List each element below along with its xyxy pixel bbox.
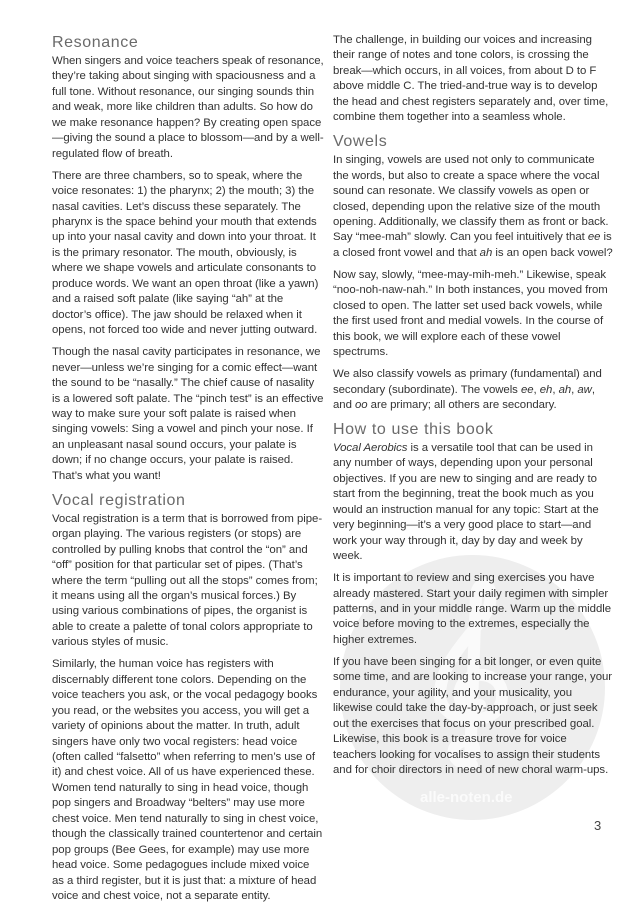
paragraph <box>333 367 613 413</box>
watermark-text: alle-noten.de <box>420 788 513 806</box>
book-title: Vocal Aerobics <box>333 441 408 454</box>
vowel-term: ee <box>520 383 534 396</box>
paragraph: Similarly, the human voice has registers with discernably different tone colors. Depending on the voice teachers you ask, or the vocal pedagogy books you read, or the websites you access, you will get a variety of opinions about the matter. In truth, adult singers have only two vocal registers: head voice (often called “falsetto” when referring to men’s use of it) and chest voice. All of us have experienced these. Women tend naturally to sing in head voice, though pop singers and Broadway “belters” may use more chest voice. Men tend naturally to sing in chest voice, though the classically trained countertenor and certain pop groups (Bee Gees, for example) may use more head voice. Some pedagogues include mixed voice as a third register, but it is just that: a mixture of head voice and chest voice, not a separate entity. <box>52 658 323 903</box>
vowel-term: ee <box>587 231 601 244</box>
vowel-term: oo <box>354 399 368 412</box>
paragraph <box>333 441 613 565</box>
text: is a versatile tool that can be used in any number of ways, depending upon your personal objectives. If you are new to singing and are ready to start from the beginning, treat the book much as you would an instruction manual for any topic: Start at the very beginning—it’s a very good place to start—and work your way through it, day by day and week by week. <box>333 441 599 563</box>
text: are primary; all others are secondary. <box>367 399 557 412</box>
text: is an open back vowel? <box>492 246 613 259</box>
paragraph: Now say, slowly, “mee-may-mih-meh.” Likewise, speak “noo-noh-naw-nah.” In both instances, you moved from closed to open. The latter set used back vowels, while the first used front and medial vowels. In the course of this book, we will explore each of these vowel spectrums. <box>333 268 608 359</box>
text: , <box>533 383 540 396</box>
heading-vocal-registration: Vocal registration <box>52 491 186 509</box>
text: , <box>571 383 578 396</box>
vowel-term: eh <box>539 383 553 396</box>
text: We also classify vowels as primary (fundamental) and secondary (subordinate). The vowels <box>333 368 602 396</box>
heading-vowels: Vowels <box>333 133 388 151</box>
text: is a closed front vowel and that <box>333 231 612 259</box>
heading-resonance: Resonance <box>52 34 139 51</box>
paragraph: There are three chambers, so to speak, where the voice resonates: 1) the pharynx; 2) the mouth; 3) the nasal cavities. Let’s discuss these separately. The pharynx is the space behind your mouth that extends up into your nasal cavity and down into your throat. It is the primary resonator. The mouth, obviously, is where we shape vowels and articulate consonants to produce words. We want an open throat (like a yawn) and a raised soft palate (like saying “ah” at the doctor’s office). The jaw should be relaxed when it opens, not forced too wide and never jutting outward. <box>52 169 319 337</box>
vowel-term: ah <box>479 246 493 259</box>
paragraph <box>333 153 613 261</box>
paragraph: When singers and voice teachers speak of resonance, they’re taking about singing with spaciousness and a full tone. Without resonance, our singing sounds thin and weak, more like children than adults. So how do we make resonance happen? By creating open space—giving the sound a place to blossom—and by a well-regulated flow of breath. <box>52 55 324 160</box>
vowel-term: ah <box>558 383 572 396</box>
text: , <box>552 383 559 396</box>
left-column <box>52 33 324 911</box>
vowel-term: aw <box>577 383 592 396</box>
paragraph: It is important to review and sing exercises you have already mastered. Start your daily regimen with simpler patterns, and in your middle range. Warm up the middle voice before moving to the extremes, especially the higher extremes. <box>333 572 611 646</box>
paragraph: Vocal registration is a term that is borrowed from pipe-organ playing. The various registers (or stops) are controlled by pulling knobs that control the “on” and “off” position for that particular set of pipes. (That’s where the term “pulling out all the stops” comes from; it means using all the organ’s musical forces.) By using various combinations of pipes, the organist is able to create a palette of tonal colors appropriate to various styles of music. <box>52 512 323 649</box>
heading-how-to-use: How to use this book <box>333 420 494 438</box>
paragraph: The challenge, in building our voices and increasing their range of notes and tone colors, is crossing the break—which occurs, in all voices, from about D to F above middle C. The tried-and-true way is to develop the head and chest registers separately and, over time, combine them together into a seamless whole. <box>333 34 609 124</box>
right-column <box>333 33 613 785</box>
text: , and <box>333 383 595 412</box>
text: In singing, vowels are used not only to communicate the words, but also to create a space where the vocal sound can resonate. We classify vowels as open or closed, depending upon the relative size of the mouth opening. Additionally, we classify them as front or back. Say “mee-mah” slowly. Can you feel intuitively that <box>333 154 609 244</box>
paragraph: Though the nasal cavity participates in resonance, we never—unless we’re singing for a comic effect—want the sound to be “nasally.” The chief cause of nasality is a lowered soft palate. The “pinch test” is an effective way to make sure your soft palate is raised when singing vowels: Sing a vowel and pinch your nose. If an unpleasant nasal sound occurs, your palate is down; if no change occurs, your palate is raised. That’s what you want! <box>52 346 324 482</box>
paragraph: If you have been singing for a bit longer, or even quite some time, and are looking to increase your range, your endurance, your agility, and your musicality, you likewise could take the day-by-approach, or just seek out the exercises that focus on your prescribed goal. Likewise, this book is a treasure trove for voice teachers looking for vocalises to assign their students and for choir directors in need of new choral warm-ups. <box>333 655 613 777</box>
page-number: 3 <box>594 818 602 833</box>
